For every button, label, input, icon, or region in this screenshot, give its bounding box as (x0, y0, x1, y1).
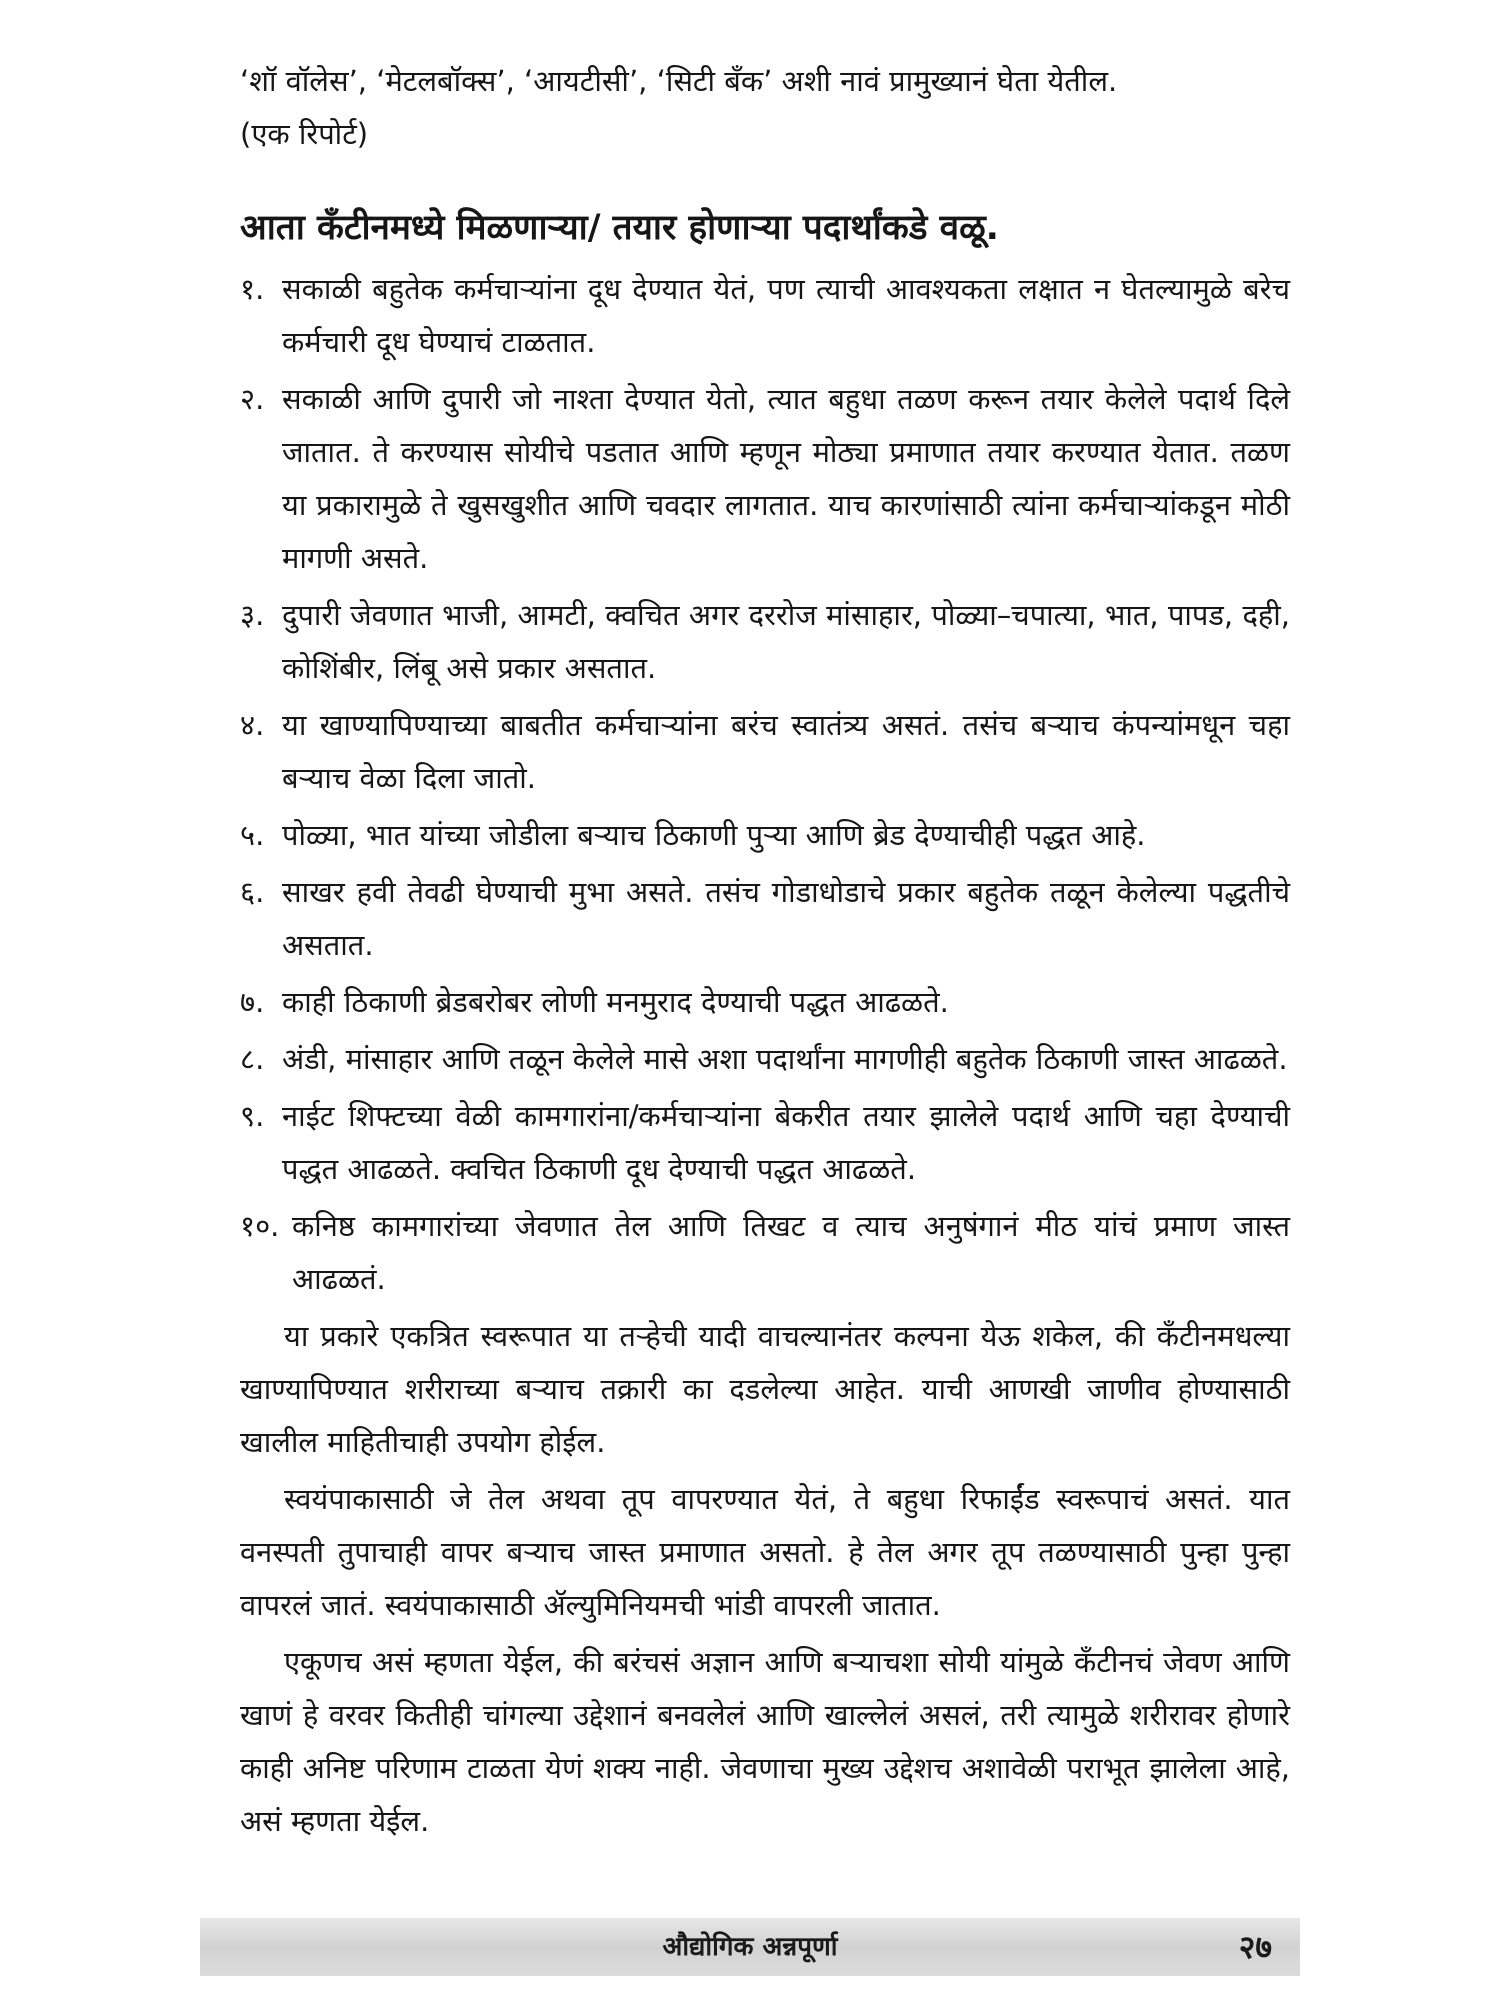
list-item (240, 373, 1290, 585)
intro-text (240, 55, 1290, 161)
list-item-number: ५. (240, 818, 265, 852)
list-item-text: दुपारी जेवणात भाजी, आमटी, क्वचित अगर दररोज मांसाहार, पोळ्या–चपात्या, भात, पापड, दही, कोशिंबीर, लिंबू असे प्रकार असतात. (282, 598, 1290, 685)
intro-line-report: (एक रिपोर्ट) (240, 117, 369, 151)
list-item-text: कनिष्ठ कामगारांच्या जेवणात तेल आणि तिखट व त्याच अनुषंगानं मीठ यांचं प्रमाण जास्त आढळतं. (292, 1209, 1290, 1296)
list-item (240, 1090, 1290, 1196)
list-item-number: ३. (240, 598, 265, 632)
paragraph-summary: या प्रकारे एकत्रित स्वरूपात या तऱ्हेची यादी वाचल्यानंतर कल्पना येऊ शकेल, की कँटीनमधल्या खाण्यापिण्यात शरीराच्या बऱ्याच तक्रारी का दडलेल्या आहेत. याची आणखी जाणीव होण्यासाठी खालील माहितीचाही उपयोग होईल. (240, 1319, 1290, 1459)
paragraph-oil-usage: स्वयंपाकासाठी जे तेल अथवा तूप वापरण्यात येतं, ते बहुधा रिफाईंड स्वरूपाचं असतं. यात वनस्पती तुपाचाही वापर बऱ्याच जास्त प्रमाणात असतो. हे तेल अगर तूप तळण्यासाठी पुन्हा पुन्हा वापरलं जातं. स्वयंपाकासाठी ॲल्युमिनियमची भांडी वापरली जातात. (240, 1482, 1290, 1622)
page-number: २७ (1238, 1928, 1272, 1966)
list-item-number: १. (240, 272, 265, 306)
list-item (240, 589, 1290, 695)
list-item (240, 866, 1290, 972)
list-item-text: साखर हवी तेवढी घेण्याची मुभा असते. तसंच गोडाधोडाचे प्रकार बहुतेक तळून केलेल्या पद्धतीचे असतात. (282, 875, 1290, 962)
list-item (240, 809, 1290, 862)
list-item-text: पोळ्या, भात यांच्या जोडीला बऱ्याच ठिकाणी पुऱ्या आणि ब्रेड देण्याचीही पद्धत आहे. (282, 818, 1146, 852)
list-item-text: काही ठिकाणी ब्रेडबरोबर लोणी मनमुराद देण्याची पद्धत आढळते. (282, 985, 949, 1019)
list-item-number: ८. (240, 1042, 265, 1076)
list-item-number: ९. (240, 1099, 265, 1133)
section-heading: आता कँटीनमध्ये मिळणाऱ्या/ तयार होणाऱ्या पदार्थांकडे वळू. (240, 208, 999, 248)
list-item-text: अंडी, मांसाहार आणि तळून केलेले मासे अशा पदार्थांना मागणीही बहुतेक ठिकाणी जास्त आढळते. (282, 1042, 1288, 1076)
list-item (240, 263, 1290, 369)
list-item (240, 1200, 1290, 1306)
footer-book-title: औद्योगिक अन्नपूर्णा (662, 1932, 838, 1962)
list-item-text: नाईट शिफ्टच्या वेळी कामगारांना/कर्मचाऱ्यांना बेकरीत तयार झालेले पदार्थ आणि चहा देण्याची पद्धत आढळते. क्वचित ठिकाणी दूध देण्याची पद्धत आढळते. (282, 1099, 1290, 1186)
list-item (240, 699, 1290, 805)
list-item-number: १०. (240, 1209, 280, 1243)
list-item-number: ४. (240, 708, 265, 742)
list-item-text: या खाण्यापिण्याच्या बाबतीत कर्मचाऱ्यांना बरंच स्वातंत्र्य असतं. तसंच बऱ्याच कंपन्यांमधून चहा बऱ्याच वेळा दिला जातो. (282, 708, 1290, 795)
paragraph-conclusion: एकूणच असं म्हणता येईल, की बरंचसं अज्ञान आणि बऱ्याचशा सोयी यांमुळे कँटीनचं जेवण आणि खाणं हे वरवर कितीही चांगल्या उद्देशानं बनवलेलं आणि खाल्लेलं असलं, तरी त्यामुळे शरीरावर होणारे काही अनिष्ट परिणाम टाळता येणं शक्य नाही. जेवणाचा मुख्य उद्देशच अशावेळी पराभूत झालेला आहे, असं म्हणता येईल. (240, 1645, 1290, 1838)
list-item-number: ७. (240, 985, 265, 1019)
canteen-items-list (240, 263, 1290, 1306)
list-item-number: २. (240, 382, 265, 416)
list-item-text: सकाळी आणि दुपारी जो नाश्ता देण्यात येतो, त्यात बहुधा तळण करून तयार केलेले पदार्थ दिले जातात. ते करण्यास सोयीचे पडतात आणि म्हणून मोठ्या प्रमाणात तयार करण्यात येतात. तळण या प्रकारामुळे ते खुसखुशीत आणि चवदार लागतात. याच कारणांसाठी त्यांना कर्मचाऱ्यांकडून मोठी मागणी असते. (282, 382, 1290, 575)
list-item (240, 1033, 1290, 1086)
list-item (240, 976, 1290, 1029)
page-content (240, 55, 1290, 1848)
intro-line-companies: ‘शॉ वॉलेस’, ‘मेटलबॉक्स’, ‘आयटीसी’, ‘सिटी बँक’ अशी नावं प्रामुख्यानं घेता येतील. (240, 64, 1118, 98)
list-item-number: ६. (240, 875, 265, 909)
page-footer (200, 1918, 1300, 1976)
list-item-text: सकाळी बहुतेक कर्मचाऱ्यांना दूध देण्यात येतं, पण त्याची आवश्यकता लक्षात न घेतल्यामुळे बरेच कर्मचारी दूध घेण्याचं टाळतात. (282, 272, 1290, 359)
